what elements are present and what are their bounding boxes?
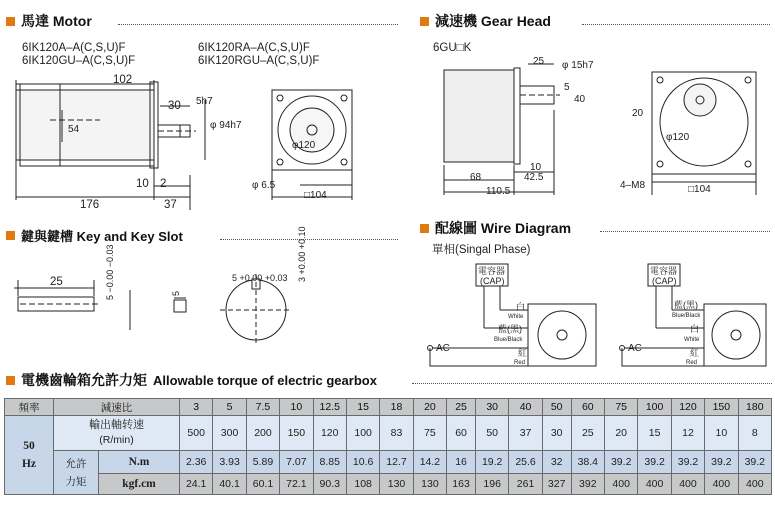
table-row-speed — [5, 416, 772, 451]
dim-label: 110.5 — [486, 186, 511, 197]
tolerance-label: 3 +0.00 +0.10 — [297, 226, 307, 282]
phase-label: 單相(Singal Phase) — [432, 244, 531, 256]
nm-cell: 3.93 — [213, 451, 246, 474]
kgf-cell: 400 — [738, 474, 771, 495]
kgf-cell: 108 — [346, 474, 379, 495]
wire-section-title: 配線圖 Wire Diagram — [435, 220, 572, 236]
torque-label: 力矩 — [65, 475, 87, 488]
ratio-cell: 20 — [413, 399, 446, 416]
ac-label: AC — [436, 343, 450, 354]
nm-cell: 7.07 — [280, 451, 313, 474]
wire-color-label: 紅 — [518, 348, 528, 358]
speed-unit: (R/min) — [99, 434, 134, 446]
header-ratio: 減速比 — [54, 399, 180, 416]
model-label: 6IK120GU–A(C,S,U)F — [22, 55, 136, 67]
speed-cell: 15 — [638, 416, 671, 451]
nm-label: N.m — [99, 451, 180, 474]
nm-cell: 32 — [542, 451, 571, 474]
dim-label: φ120 — [292, 140, 316, 151]
ratio-cell: 100 — [638, 399, 671, 416]
torque-table — [4, 398, 772, 495]
speed-cell: 75 — [413, 416, 446, 451]
speed-cell: 50 — [475, 416, 508, 451]
ratio-cell: 50 — [542, 399, 571, 416]
ratio-cell: 10 — [280, 399, 313, 416]
ratio-cell: 40 — [509, 399, 542, 416]
nm-cell: 39.2 — [638, 451, 671, 474]
freq-cell — [5, 416, 54, 495]
dim-label: 68 — [470, 172, 482, 183]
ratio-cell: 5 — [213, 399, 246, 416]
dim-label: □104 — [688, 184, 711, 195]
capacitor-label: 電容器 — [650, 266, 678, 276]
ratio-cell: 75 — [605, 399, 638, 416]
table-row-nm — [5, 451, 772, 474]
kgf-cell: 196 — [475, 474, 508, 495]
ratio-cell: 25 — [447, 399, 476, 416]
dim-label: 10 — [136, 178, 149, 190]
gear-model-label: 6GU□K — [433, 42, 472, 54]
dim-label: 5 — [564, 82, 570, 93]
kgf-cell: 392 — [571, 474, 604, 495]
speed-cell: 60 — [447, 416, 476, 451]
ratio-cell: 60 — [571, 399, 604, 416]
dim-label: 54 — [68, 124, 80, 135]
kgf-cell: 327 — [542, 474, 571, 495]
model-label: 6IK120RGU–A(C,S,U)F — [198, 55, 320, 67]
speed-cell: 12 — [671, 416, 704, 451]
nm-cell: 2.36 — [179, 451, 212, 474]
kgf-cell: 400 — [605, 474, 638, 495]
model-label: 6IK120RA–A(C,S,U)F — [198, 42, 310, 54]
dim-label: 10 — [530, 162, 542, 173]
speed-cell: 83 — [380, 416, 413, 451]
dim-label: φ 15h7 — [562, 60, 594, 71]
dim-label: □104 — [304, 190, 327, 201]
speed-cell: 30 — [542, 416, 571, 451]
nm-cell: 12.7 — [380, 451, 413, 474]
dim-label: 20 — [632, 108, 644, 119]
capacitor-label: (CAP) — [480, 276, 505, 286]
nm-cell: 39.2 — [705, 451, 738, 474]
freq-value: 50 — [23, 440, 35, 452]
dim-label: φ120 — [666, 132, 690, 143]
dim-label: 30 — [168, 100, 181, 112]
ratio-cell: 3 — [179, 399, 212, 416]
dim-label: 25 — [533, 56, 545, 67]
capacitor-label: 電容器 — [478, 266, 506, 276]
dim-label: 37 — [164, 199, 177, 211]
freq-unit: Hz — [21, 458, 37, 470]
wire-color-label: White — [684, 337, 700, 343]
speed-cell: 37 — [509, 416, 542, 451]
dim-label: 102 — [113, 74, 133, 86]
wire-color-label: 白 — [690, 324, 700, 334]
ratio-cell: 150 — [705, 399, 738, 416]
key-section-title: 鍵與鍵槽 Key and Key Slot — [21, 229, 183, 244]
tolerance-label: 5 +0.00 +0.03 — [232, 273, 288, 283]
allow-torque-cell — [54, 451, 99, 495]
nm-cell: 39.2 — [738, 451, 771, 474]
speed-label: 輸出軸转速 — [88, 419, 144, 431]
header-freq: 頻率 — [5, 399, 54, 416]
speed-cell: 20 — [605, 416, 638, 451]
tolerance-label: 5 −0.00 −0.03 — [105, 244, 115, 300]
dim-label: 5h7 — [196, 96, 213, 107]
nm-cell: 39.2 — [671, 451, 704, 474]
dim-label: φ 6.5 — [252, 180, 276, 191]
kgf-cell: 130 — [413, 474, 446, 495]
ratio-cell: 120 — [671, 399, 704, 416]
speed-cell: 120 — [313, 416, 346, 451]
wire-color-label: White — [508, 314, 524, 320]
wire-color-label: Red — [686, 360, 698, 366]
wire-color-label: Red — [514, 360, 526, 366]
nm-cell: 10.6 — [346, 451, 379, 474]
nm-cell: 5.89 — [246, 451, 279, 474]
dim-label: 176 — [80, 199, 100, 211]
wire-color-label: 紅 — [690, 348, 700, 358]
kgf-cell: 24.1 — [179, 474, 212, 495]
dim-label: 40 — [574, 94, 586, 105]
speed-cell: 100 — [346, 416, 379, 451]
speed-cell: 10 — [705, 416, 738, 451]
dim-label: 42.5 — [524, 172, 544, 183]
kgf-label: kgf.cm — [99, 474, 180, 495]
wire-color-label: Blue/Black — [494, 337, 523, 343]
wire-color-label: Blue/Black — [672, 313, 701, 319]
kgf-cell: 90.3 — [313, 474, 346, 495]
dim-label: 25 — [50, 276, 63, 288]
speed-cell: 200 — [246, 416, 279, 451]
nm-cell: 14.2 — [413, 451, 446, 474]
ratio-cell: 180 — [738, 399, 771, 416]
ratio-cell: 12.5 — [313, 399, 346, 416]
torque-section-title-en: Allowable torque of electric gearbox — [153, 372, 377, 388]
kgf-cell: 40.1 — [213, 474, 246, 495]
speed-label-cell — [54, 416, 180, 451]
nm-cell: 39.2 — [605, 451, 638, 474]
torque-section-title: 電機齒輪箱允許力矩 — [21, 372, 147, 388]
kgf-cell: 130 — [380, 474, 413, 495]
ratio-cell: 15 — [346, 399, 379, 416]
allow-label: 允許 — [65, 457, 87, 470]
gear-section-title: 減速機 Gear Head — [435, 13, 551, 29]
nm-cell: 16 — [447, 451, 476, 474]
ratio-cell: 18 — [380, 399, 413, 416]
nm-cell: 19.2 — [475, 451, 508, 474]
speed-cell: 150 — [280, 416, 313, 451]
tolerance-label: 5 — [171, 290, 181, 296]
wire-color-label: 藍(黑) — [498, 324, 522, 334]
wire-color-label: 白 — [516, 302, 526, 312]
ac-label: AC — [628, 343, 642, 354]
speed-cell: 25 — [571, 416, 604, 451]
kgf-cell: 60.1 — [246, 474, 279, 495]
speed-cell: 500 — [179, 416, 212, 451]
kgf-cell: 400 — [705, 474, 738, 495]
wire-color-label: 藍(黑) — [674, 300, 698, 310]
model-label: 6IK120A–A(C,S,U)F — [22, 42, 126, 54]
nm-cell: 25.6 — [509, 451, 542, 474]
dim-label: φ 94h7 — [210, 120, 242, 131]
speed-cell: 8 — [738, 416, 771, 451]
kgf-cell: 261 — [509, 474, 542, 495]
kgf-cell: 400 — [671, 474, 704, 495]
kgf-cell: 72.1 — [280, 474, 313, 495]
dim-label: 2 — [160, 178, 167, 190]
table-row-kgf — [5, 474, 772, 495]
motor-section-title: 馬達 Motor — [21, 13, 92, 29]
capacitor-label: (CAP) — [652, 276, 677, 286]
dim-label: 4–M8 — [620, 180, 646, 191]
table-header-row — [5, 399, 772, 416]
speed-cell: 300 — [213, 416, 246, 451]
ratio-cell: 7.5 — [246, 399, 279, 416]
nm-cell: 38.4 — [571, 451, 604, 474]
nm-cell: 8.85 — [313, 451, 346, 474]
ratio-cell: 30 — [475, 399, 508, 416]
kgf-cell: 163 — [447, 474, 476, 495]
kgf-cell: 400 — [638, 474, 671, 495]
